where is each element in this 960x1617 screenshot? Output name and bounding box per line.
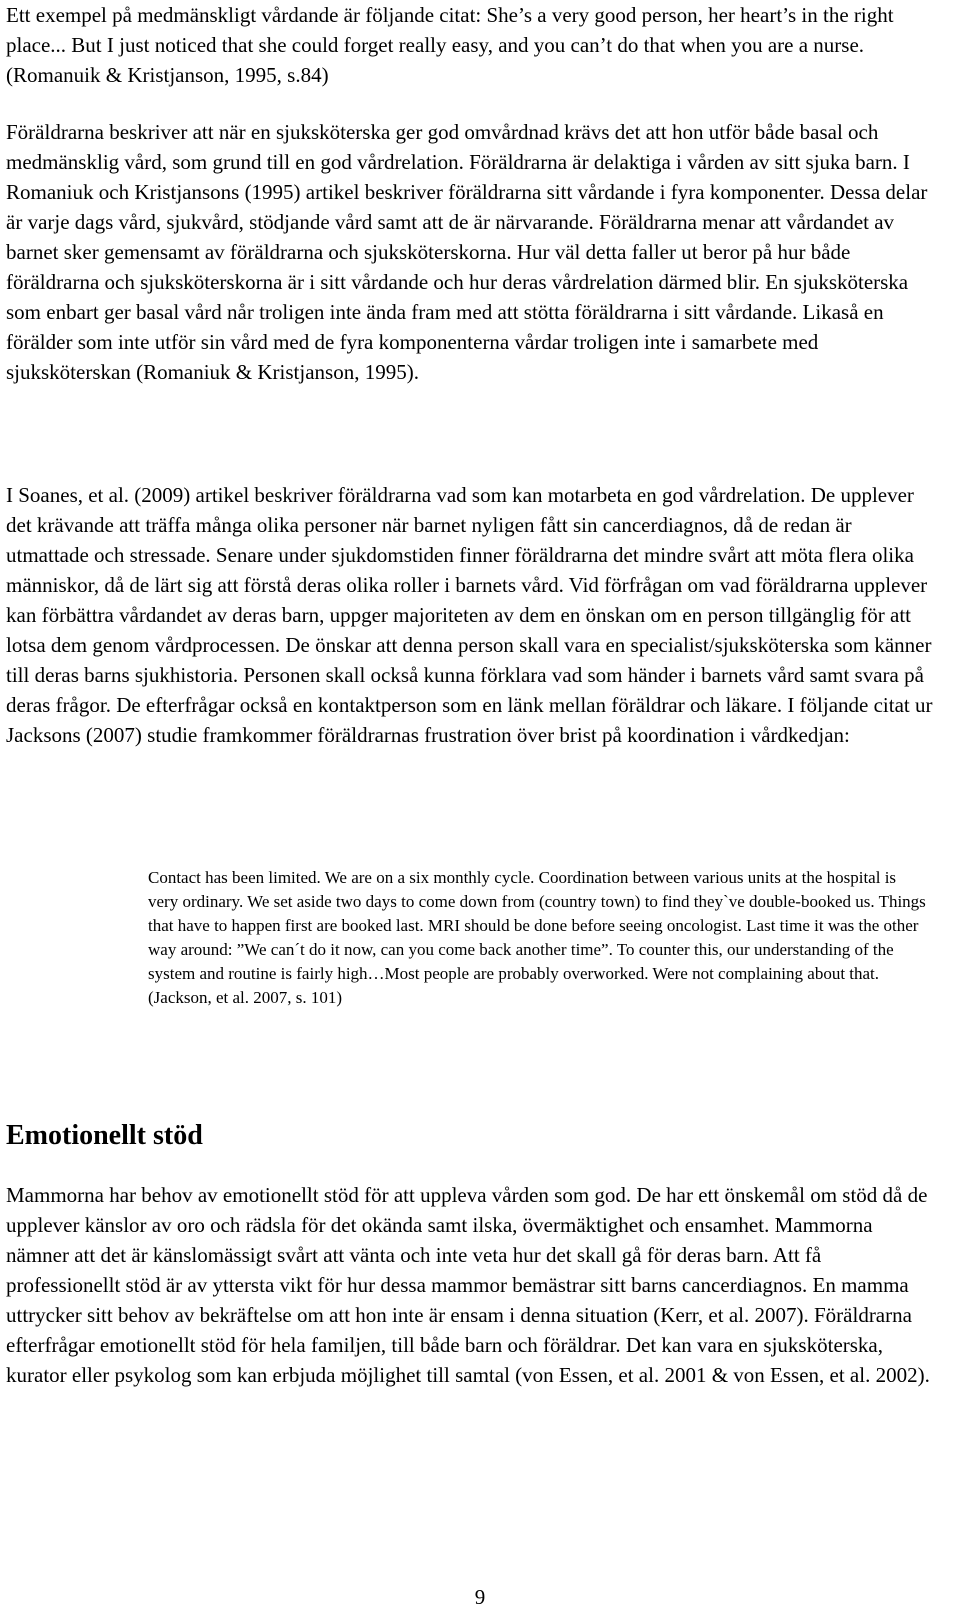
section-heading: Emotionellt stöd <box>6 1120 203 1151</box>
paragraph-parents-care: Föräldrarna beskriver att när en sjuksköterska ger god omvårdnad krävs det att hon utför både basal och medmänsklig vård, som grund till en god vårdrelation. Föräldrarna är delaktiga i vården av sitt sjuka barn. I Romaniuk och Kristjansons (1995) artikel beskriver föräldrarna sitt vårdande i fyra komponenter. Dessa delar är varje dags vård, sjukvård, stödjande vård samt att de är närvarande. Föräldrarna menar att vårdandet av barnet sker gemensamt av föräldrarna och sjuksköterskorna. Hur väl detta faller ut beror på hur både föräldrarna och sjuksköterskorna är i sitt vårdande och hur deras vårdrelation därmed blir. En sjuksköterska som enbart ger basal vård når troligen inte ända fram med att stötta föräldrarna i sitt vårdande. Likaså en förälder som inte utför sin vård med de fyra komponenterna vårdar troligen inte i samarbete med sjuksköterskan (Romaniuk & Kristjanson, 1995). <box>6 120 928 384</box>
paragraph-quote-intro: Ett exempel på medmänskligt vårdande är följande citat: She’s a very good person, her heart’s in the right place... But I just noticed that she could forget really easy, and you can’t do that when you are a nurse. (Romanuik & Kristjanson, 1995, s.84) <box>6 3 894 87</box>
paragraph-emotional-support: Mammorna har behov av emotionellt stöd för att uppleva vården som god. De har ett önskemål om stöd då de upplever känslor av oro och rädsla för det okända samt ilska, övermäktighet och ensamhet. Mammorna nämner att det är känslomässigt svårt att vänta och inte veta hur det skall gå för deras barn. Att få professionellt stöd är av yttersta vikt för hur dessa mammor bemästrar sitt barns cancerdiagnos. En mamma uttrycker sitt behov av bekräftelse om att hon inte är ensam i denna situation (Kerr, et al. 2007). Föräldrarna efterfrågar emotionellt stöd för hela familjen, till både barn och föräldrar. Det kan vara en sjuksköterska, kurator eller psykolog som kan erbjuda möjlighet till samtal (von Essen, et al. 2001 & von Essen, et al. 2002). <box>6 1183 930 1387</box>
block-quote-jackson: Contact has been limited. We are on a six monthly cycle. Coordination between various units at the hospital is very ordinary. We set aside two days to come down from (country town) to find they`ve double-booked us. Things that have to happen first are booked last. MRI should be done before seeing oncologist. Last time it was the other way around: ”We can´t do it now, can you come back another time”. To counter this, our understanding of the system and routine is fairly high…Most people are probably overworked. Were not complaining about that. (Jackson, et al. 2007, s. 101) <box>148 868 926 1007</box>
paragraph-soanes-study: I Soanes, et al. (2009) artikel beskriver föräldrarna vad som kan motarbeta en god vårdrelation. De upplever det krävande att träffa många olika personer när barnet nyligen fått sin cancerdiagnos, då de redan är utmattade och stressade. Senare under sjukdomstiden finner föräldrarna det mindre svårt att möta flera olika människor, då de lärt sig att förstå deras olika roller i barnets vård. Vid förfrågan om vad föräldrarna upplever kan förbättra vårdandet av deras barn, uppger majoriteten av dem en önskan om en person tillgänglig för att lotsa dem genom vårdprocessen. De önskar att denna person skall vara en specialist/sjuksköterska som känner till deras barns sjukhistoria. Personen skall också kunna förklara vad som händer i barnets vård samt svara på deras frågor. De efterfrågar också en kontaktperson som en länk mellan föräldrar och läkare. I följande citat ur Jacksons (2007) studie framkommer föräldrarnas frustration över brist på koordination i vårdkedjan: <box>6 483 933 747</box>
page-number: 9 <box>474 1585 486 1609</box>
